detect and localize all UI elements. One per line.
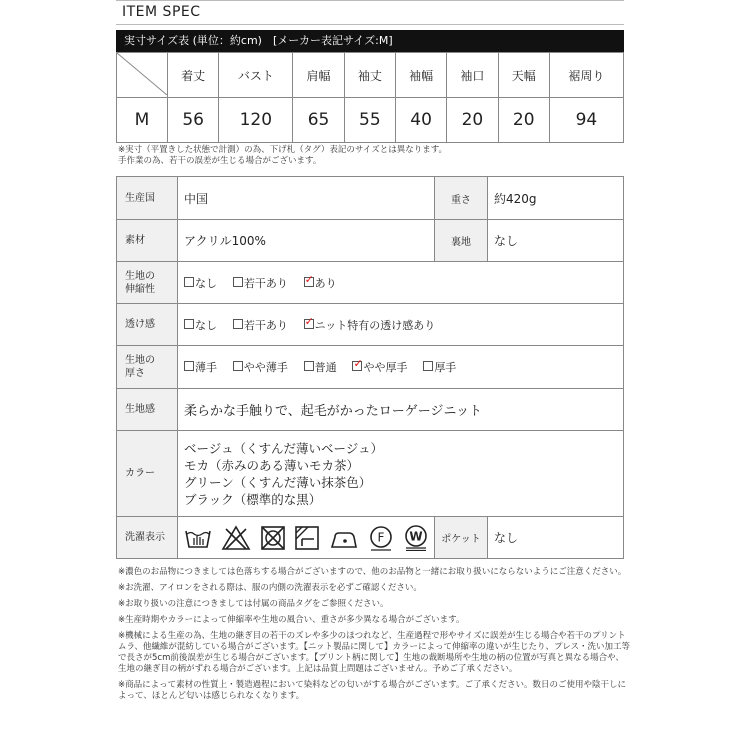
checkmark-icon: ✓ xyxy=(353,357,363,370)
material-label: 素材 xyxy=(117,220,178,262)
size-value: 65 xyxy=(293,98,344,143)
size-table-corner xyxy=(117,53,168,98)
color-item: グリーン（くすんだ薄い抹茶色） xyxy=(184,474,372,490)
size-col-header: 着丈 xyxy=(168,53,219,98)
wet-clean-w-icon xyxy=(403,525,429,551)
material-value: アクリル100% xyxy=(178,220,435,262)
dry-clean-f-icon xyxy=(368,525,394,551)
lining-value: なし xyxy=(488,220,624,262)
note-item: ※機械による生産の為、生地の継ぎ目の若干のズレや多少のほつれなど、生産過程で形やサイズに誤差が生じる場合や若干のプリントムラ、他繊維が混紡している場合がございます。【ニット製品に関して】カラーによって伸縮率の違いが生じたり、プレス・洗い加工等で長さが5cm前後誤差が生じる場合がございます。【プリント柄に関して】生地の裁断場所や生地の柄の位置が写真と異なる場合や、生地の継ぎ目の柄がずれる場合がございます。上記は品質上問題はございません。予めご了承ください。 xyxy=(118,631,630,674)
size-value: 94 xyxy=(549,98,623,143)
origin-value: 中国 xyxy=(178,177,435,220)
size-value: 40 xyxy=(395,98,446,143)
stretch-option: なし xyxy=(184,275,217,291)
svg-text:F: F xyxy=(377,530,385,544)
measure-note xyxy=(118,145,628,167)
spec-row-color xyxy=(117,431,624,517)
size-col-header: バスト xyxy=(219,53,293,98)
color-values xyxy=(178,431,624,517)
weight-label: 重さ xyxy=(435,177,488,220)
color-item: モカ（赤みのある薄いモカ茶） xyxy=(184,457,360,473)
size-col-header: 袖口 xyxy=(447,53,498,98)
spec-row-thickness xyxy=(117,346,624,389)
pocket-value: なし xyxy=(488,517,624,559)
stretch-label-line: 伸縮性 xyxy=(125,283,155,295)
size-table-row xyxy=(117,98,624,143)
page-title: ITEM SPEC xyxy=(122,4,201,20)
sheer-options xyxy=(178,304,624,346)
color-item: ブラック（標準的な黒） xyxy=(184,491,322,507)
checkmark-icon: ✓ xyxy=(304,314,314,328)
washing-icons xyxy=(178,517,435,559)
title-rule xyxy=(116,24,624,25)
checkbox-checked xyxy=(304,314,314,329)
size-col-header: 肩幅 xyxy=(293,53,344,98)
note-item: ※お取り扱いの注意につきましては付属の商品タグをご参照ください。 xyxy=(118,599,389,609)
color-item: ベージュ（くすんだ薄いベージュ） xyxy=(184,440,384,456)
size-value: 56 xyxy=(168,98,219,143)
size-label: M xyxy=(117,98,168,143)
thickness-label-line: 生地の xyxy=(125,355,155,366)
note-item: ※濃色のお品物につきましては色落ちする場合がございますので、他のお品物と一緒にお取り扱いにならないようにご注意ください。 xyxy=(118,567,627,577)
sheer-option: なし xyxy=(184,317,217,333)
size-value: 55 xyxy=(344,98,395,143)
sheer-option-checked: ✓ ニット特有の透け感あり xyxy=(304,314,436,332)
size-col-header: 袖丈 xyxy=(344,53,395,98)
checkbox xyxy=(184,361,194,371)
thickness-option: 薄手 xyxy=(184,359,217,375)
checkbox xyxy=(423,361,433,371)
iron-low-icon xyxy=(329,525,359,551)
pocket-label: ポケット xyxy=(435,517,488,559)
no-tumble-dry-icon xyxy=(260,525,286,551)
spec-row-stretch xyxy=(117,262,624,304)
stretch-label-line: 生地の xyxy=(125,270,155,282)
checkbox xyxy=(233,361,243,371)
stretch-option-checked: ✓ あり xyxy=(304,272,337,290)
stretch-option: 若干あり xyxy=(233,275,288,291)
sheer-option: 若干あり xyxy=(233,317,288,333)
title-rule xyxy=(116,0,624,1)
spec-row-sheer xyxy=(117,304,624,346)
stretch-options xyxy=(178,262,624,304)
thickness-option-checked: ✓ やや厚手 xyxy=(353,357,408,374)
washing-label: 洗濯表示 xyxy=(117,517,178,559)
size-table-heading xyxy=(116,30,624,52)
checkbox-checked xyxy=(304,272,314,287)
checkbox xyxy=(233,319,243,329)
notes xyxy=(118,567,630,707)
origin-label: 生産国 xyxy=(117,177,178,220)
thickness-option: 厚手 xyxy=(423,359,456,375)
measure-note-line: 手作業の為、若干の誤差が生じる場合がございます。 xyxy=(118,156,322,166)
weight-value: 約420g xyxy=(488,177,624,220)
size-table xyxy=(116,52,624,143)
size-table-heading-text: 実寸サイズ表 (単位：約cm) [メーカー表記サイズ:M] xyxy=(124,34,393,47)
sheer-label: 透け感 xyxy=(117,304,178,346)
size-table-header-row xyxy=(117,53,624,98)
checkbox-checked xyxy=(352,357,363,371)
checkbox xyxy=(233,277,243,287)
note-item: ※商品によって素材の性質上・製造過程において染料などの匂いがする場合がございます。ご了承ください。数日のご使用や陰干しによって、ほとんど匂いは感じられなくなります。 xyxy=(118,680,626,701)
thickness-label-line: 厚さ xyxy=(125,368,145,379)
texture-label: 生地感 xyxy=(117,389,178,431)
note-item: ※お洗濯、アイロンをされる際は、服の内側の洗濯表示を必ずご確認ください。 xyxy=(118,583,422,593)
stretch-label xyxy=(117,262,178,304)
hand-wash-icon xyxy=(184,525,212,551)
texture-value: 柔らかな手触りで、起毛がかったローゲージニット xyxy=(178,389,624,431)
note-item: ※生産時期やカラーによって伸縮率や生地の風合い、重さが多少異なる場合がございます。 xyxy=(118,615,465,625)
checkbox xyxy=(184,319,194,329)
spec-row-material xyxy=(117,220,624,262)
measure-note-line: ※実寸（平置きした状態で計測）の為、下げ札（タグ）表記のサイズとは異なります。 xyxy=(118,145,448,155)
thickness-label xyxy=(117,346,178,389)
size-col-header: 裾周り xyxy=(549,53,623,98)
spec-row-origin xyxy=(117,177,624,220)
no-bleach-icon xyxy=(221,525,251,551)
size-col-header: 天幅 xyxy=(498,53,549,98)
checkbox xyxy=(184,277,194,287)
size-value: 20 xyxy=(498,98,549,143)
color-label: カラー xyxy=(117,431,178,517)
thickness-option: 普通 xyxy=(304,359,337,375)
spec-table xyxy=(116,176,624,559)
svg-text:W: W xyxy=(409,529,423,543)
checkmark-icon: ✓ xyxy=(304,272,314,286)
line-dry-shade-icon xyxy=(294,525,320,551)
size-col-header: 袖幅 xyxy=(395,53,446,98)
size-value: 120 xyxy=(219,98,293,143)
checkbox xyxy=(304,361,314,371)
size-value: 20 xyxy=(447,98,498,143)
lining-label: 裏地 xyxy=(435,220,488,262)
spec-row-texture xyxy=(117,389,624,431)
thickness-options xyxy=(178,346,624,389)
spec-row-washing xyxy=(117,517,624,559)
thickness-option: やや薄手 xyxy=(233,359,288,375)
